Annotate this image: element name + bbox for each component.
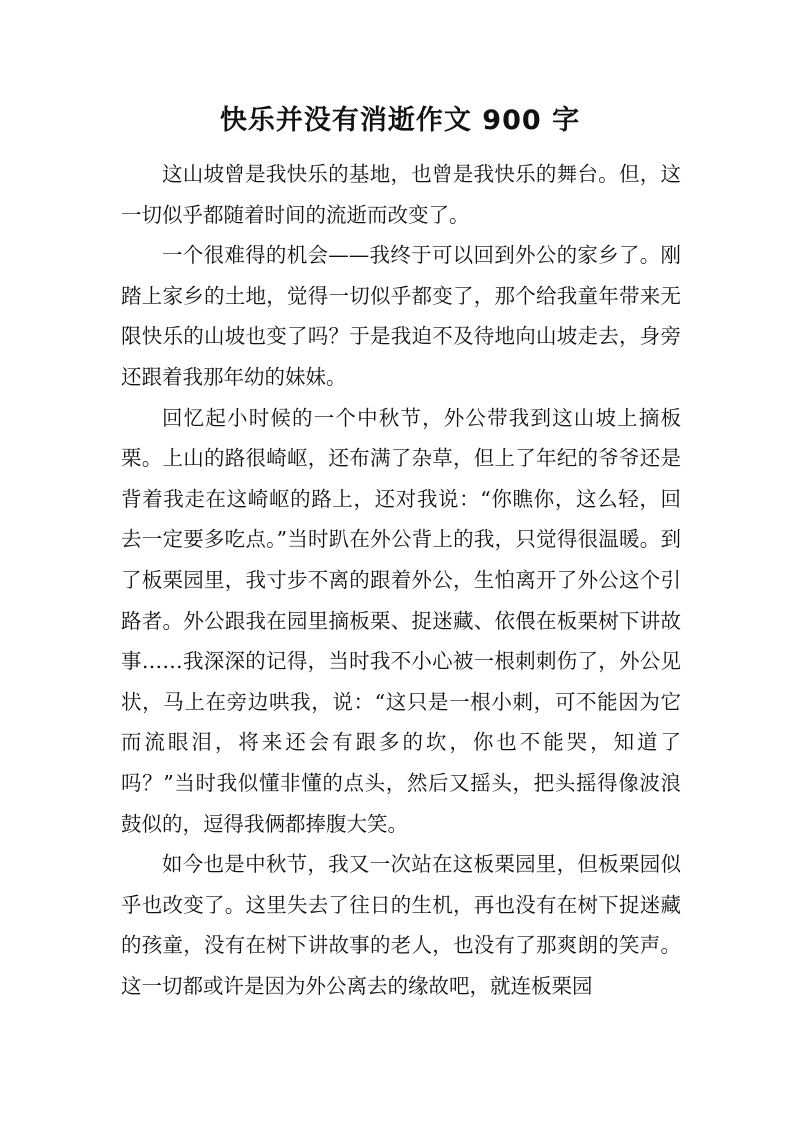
paragraph: 这山坡曾是我快乐的基地，也曾是我快乐的舞台。但，这一切似乎都随着时间的流逝而改变了。: [121, 162, 681, 227]
paragraph: 一个很难得的机会——我终于可以回到外公的家乡了。刚踏上家乡的土地，觉得一切似乎都变了，那个给我童年带来无限快乐的山坡也变了吗？于是我迫不及待地向山坡走去，身旁还跟着我那年幼的妹妹。: [121, 243, 681, 389]
document-body: [121, 154, 681, 1006]
paragraph: 回忆起小时候的一个中秋节，外公带我到这山坡上摘板栗。上山的路很崎岖，还布满了杂草，但上了年纪的爷爷还是背着我走在这崎岖的路上，还对我说：“你瞧你，这么轻，回去一定要多吃点。”当时趴在外公背上的我，只觉得很温暖。到了板栗园里，我寸步不离的跟着外公，生怕离开了外公这个引路者。外公跟我在园里摘板栗、捉迷藏、依偎在板栗树下讲故事……我深深的记得，当时我不小心被一根刺刺伤了，外公见状，马上在旁边哄我，说：“这只是一根小刺，可不能因为它而流眼泪，将来还会有跟多的坎，你也不能哭，知道了吗？”当时我似懂非懂的点头，然后又摇头，把头摇得像波浪鼓似的，逗得我俩都捧腹大笑。: [121, 405, 681, 836]
document-title: 快乐并没有消逝作文 900 字: [219, 105, 581, 136]
paragraph: 如今也是中秋节，我又一次站在这板栗园里，但板栗园似乎也改变了。这里失去了往日的生机，再也没有在树下捉迷藏的孩童，没有在树下讲故事的老人，也没有了那爽朗的笑声。这一切都或许是因为外公离去的缘故吧，就连板栗园: [121, 852, 681, 998]
